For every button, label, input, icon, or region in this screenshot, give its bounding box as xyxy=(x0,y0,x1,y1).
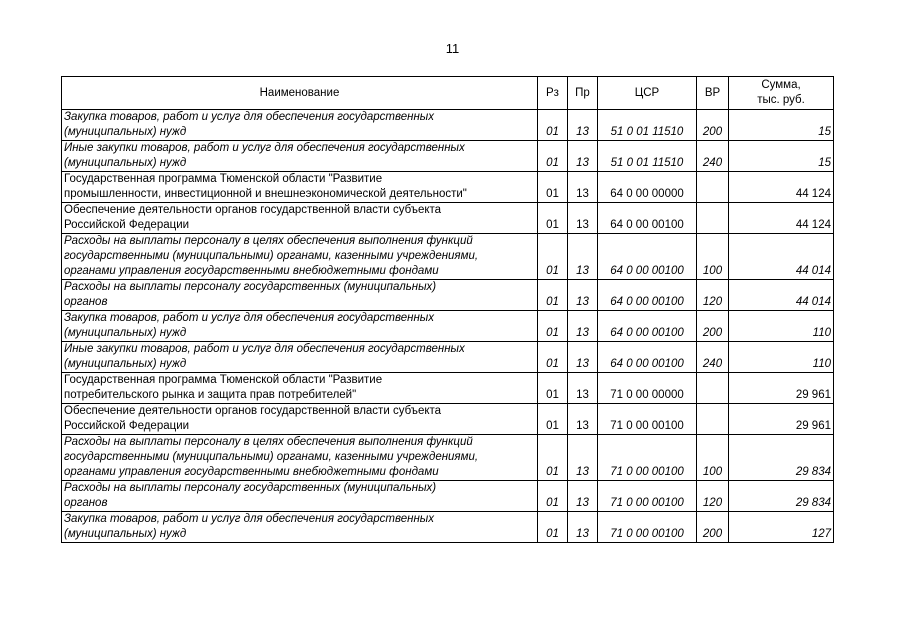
cell-name xyxy=(62,481,538,512)
cell-rz: 01 xyxy=(538,512,568,543)
table-row xyxy=(62,435,834,481)
cell-name-line: органами управления государственными внебюджетными фондами xyxy=(64,265,439,277)
cell-name xyxy=(62,203,538,234)
cell-name-line: Расходы на выплаты персоналу в целях обеспечения выполнения функций xyxy=(64,235,473,247)
cell-sum: 44 014 xyxy=(729,234,834,280)
header-sum xyxy=(729,77,834,110)
cell-vr xyxy=(697,203,729,234)
cell-csr: 71 0 00 00100 xyxy=(598,481,697,512)
cell-pr: 13 xyxy=(568,203,598,234)
cell-vr: 240 xyxy=(697,141,729,172)
cell-sum: 44 124 xyxy=(729,172,834,203)
cell-rz: 01 xyxy=(538,280,568,311)
cell-vr: 240 xyxy=(697,342,729,373)
cell-name xyxy=(62,342,538,373)
cell-name-line: (муниципальных) нужд xyxy=(64,157,187,169)
table-row xyxy=(62,311,834,342)
cell-vr xyxy=(697,172,729,203)
cell-name-line: государственными (муниципальными) органами, казенными учреждениями, xyxy=(64,250,479,262)
cell-name xyxy=(62,280,538,311)
cell-name-line: потребительского рынка и защита прав потребителей" xyxy=(64,389,357,401)
cell-csr: 71 0 00 00100 xyxy=(598,404,697,435)
cell-pr: 13 xyxy=(568,234,598,280)
cell-name-line: Российской Федерации xyxy=(64,219,190,231)
table-row xyxy=(62,234,834,280)
cell-pr: 13 xyxy=(568,373,598,404)
table-row xyxy=(62,110,834,141)
cell-rz: 01 xyxy=(538,481,568,512)
cell-name-line: органов xyxy=(64,497,108,509)
cell-rz: 01 xyxy=(538,141,568,172)
cell-rz: 01 xyxy=(538,110,568,141)
cell-sum: 29 961 xyxy=(729,404,834,435)
cell-name xyxy=(62,512,538,543)
cell-sum: 44 124 xyxy=(729,203,834,234)
cell-csr: 71 0 00 00100 xyxy=(598,435,697,481)
cell-name xyxy=(62,110,538,141)
cell-pr: 13 xyxy=(568,512,598,543)
cell-csr: 51 0 01 11510 xyxy=(598,110,697,141)
cell-pr: 13 xyxy=(568,141,598,172)
cell-name-line: органов xyxy=(64,296,108,308)
cell-sum: 110 xyxy=(729,342,834,373)
table-row xyxy=(62,373,834,404)
cell-csr: 64 0 00 00100 xyxy=(598,311,697,342)
cell-name xyxy=(62,172,538,203)
cell-name-line: (муниципальных) нужд xyxy=(64,358,187,370)
cell-pr: 13 xyxy=(568,342,598,373)
cell-rz: 01 xyxy=(538,373,568,404)
cell-pr: 13 xyxy=(568,311,598,342)
table-row xyxy=(62,342,834,373)
cell-pr: 13 xyxy=(568,280,598,311)
cell-rz: 01 xyxy=(538,311,568,342)
header-sum-line1: Сумма, xyxy=(761,79,801,91)
header-csr: ЦСР xyxy=(598,77,697,110)
table-row xyxy=(62,481,834,512)
cell-name-line: Расходы на выплаты персоналу государственных (муниципальных) xyxy=(64,482,437,494)
cell-name xyxy=(62,311,538,342)
cell-name xyxy=(62,435,538,481)
cell-sum: 15 xyxy=(729,110,834,141)
cell-csr: 71 0 00 00000 xyxy=(598,373,697,404)
cell-name-line: (муниципальных) нужд xyxy=(64,327,187,339)
cell-name-line: Государственная программа Тюменской области "Развитие xyxy=(64,173,383,185)
cell-pr: 13 xyxy=(568,435,598,481)
cell-name-line: (муниципальных) нужд xyxy=(64,126,187,138)
table-row xyxy=(62,280,834,311)
cell-rz: 01 xyxy=(538,172,568,203)
cell-name-line: органами управления государственными внебюджетными фондами xyxy=(64,466,439,478)
cell-sum: 29 961 xyxy=(729,373,834,404)
budget-table xyxy=(61,76,834,543)
header-pr: Пр xyxy=(568,77,598,110)
cell-name-line: Закупка товаров, работ и услуг для обеспечения государственных xyxy=(64,111,435,123)
cell-pr: 13 xyxy=(568,481,598,512)
table-row xyxy=(62,141,834,172)
table-row xyxy=(62,404,834,435)
cell-csr: 64 0 00 00100 xyxy=(598,280,697,311)
cell-rz: 01 xyxy=(538,342,568,373)
cell-name-line: (муниципальных) нужд xyxy=(64,528,187,540)
header-name: Наименование xyxy=(62,77,538,110)
cell-csr: 64 0 00 00000 xyxy=(598,172,697,203)
cell-name-line: Расходы на выплаты персоналу государственных (муниципальных) xyxy=(64,281,437,293)
cell-sum: 29 834 xyxy=(729,435,834,481)
cell-sum: 127 xyxy=(729,512,834,543)
cell-csr: 71 0 00 00100 xyxy=(598,512,697,543)
cell-csr: 64 0 00 00100 xyxy=(598,203,697,234)
cell-vr: 100 xyxy=(697,234,729,280)
cell-name-line: Расходы на выплаты персоналу в целях обеспечения выполнения функций xyxy=(64,436,473,448)
page-number: 11 xyxy=(445,41,460,56)
cell-vr: 200 xyxy=(697,110,729,141)
cell-rz: 01 xyxy=(538,404,568,435)
cell-name-line: Закупка товаров, работ и услуг для обеспечения государственных xyxy=(64,513,435,525)
cell-rz: 01 xyxy=(538,435,568,481)
cell-name-line: промышленности, инвестиционной и внешнеэкономической деятельности" xyxy=(64,188,467,200)
cell-csr: 64 0 00 00100 xyxy=(598,342,697,373)
cell-name-line: Иные закупки товаров, работ и услуг для обеспечения государственных xyxy=(64,142,465,154)
cell-sum: 29 834 xyxy=(729,481,834,512)
cell-name-line: Государственная программа Тюменской области "Развитие xyxy=(64,374,383,386)
cell-csr: 64 0 00 00100 xyxy=(598,234,697,280)
header-rz: Рз xyxy=(538,77,568,110)
cell-pr: 13 xyxy=(568,404,598,435)
cell-name-line: Закупка товаров, работ и услуг для обеспечения государственных xyxy=(64,312,435,324)
cell-pr: 13 xyxy=(568,110,598,141)
cell-sum: 44 014 xyxy=(729,280,834,311)
table-row xyxy=(62,512,834,543)
cell-name xyxy=(62,373,538,404)
header-sum-line2: тыс. руб. xyxy=(757,94,805,106)
cell-name-line: Обеспечение деятельности органов государственной власти субъекта xyxy=(64,405,442,417)
cell-vr xyxy=(697,373,729,404)
cell-csr: 51 0 01 11510 xyxy=(598,141,697,172)
table-body xyxy=(62,110,834,543)
header-vr: ВР xyxy=(697,77,729,110)
cell-vr: 120 xyxy=(697,280,729,311)
cell-vr xyxy=(697,404,729,435)
cell-name xyxy=(62,141,538,172)
cell-name xyxy=(62,404,538,435)
cell-pr: 13 xyxy=(568,172,598,203)
cell-sum: 110 xyxy=(729,311,834,342)
cell-vr: 120 xyxy=(697,481,729,512)
table-header-row xyxy=(62,77,834,110)
cell-name-line: государственными (муниципальными) органами, казенными учреждениями, xyxy=(64,451,479,463)
cell-name-line: Российской Федерации xyxy=(64,420,190,432)
cell-vr: 100 xyxy=(697,435,729,481)
cell-vr: 200 xyxy=(697,311,729,342)
cell-rz: 01 xyxy=(538,234,568,280)
table-row xyxy=(62,203,834,234)
cell-name-line: Обеспечение деятельности органов государственной власти субъекта xyxy=(64,204,442,216)
cell-name xyxy=(62,234,538,280)
cell-sum: 15 xyxy=(729,141,834,172)
cell-vr: 200 xyxy=(697,512,729,543)
cell-name-line: Иные закупки товаров, работ и услуг для обеспечения государственных xyxy=(64,343,465,355)
table-row xyxy=(62,172,834,203)
cell-rz: 01 xyxy=(538,203,568,234)
